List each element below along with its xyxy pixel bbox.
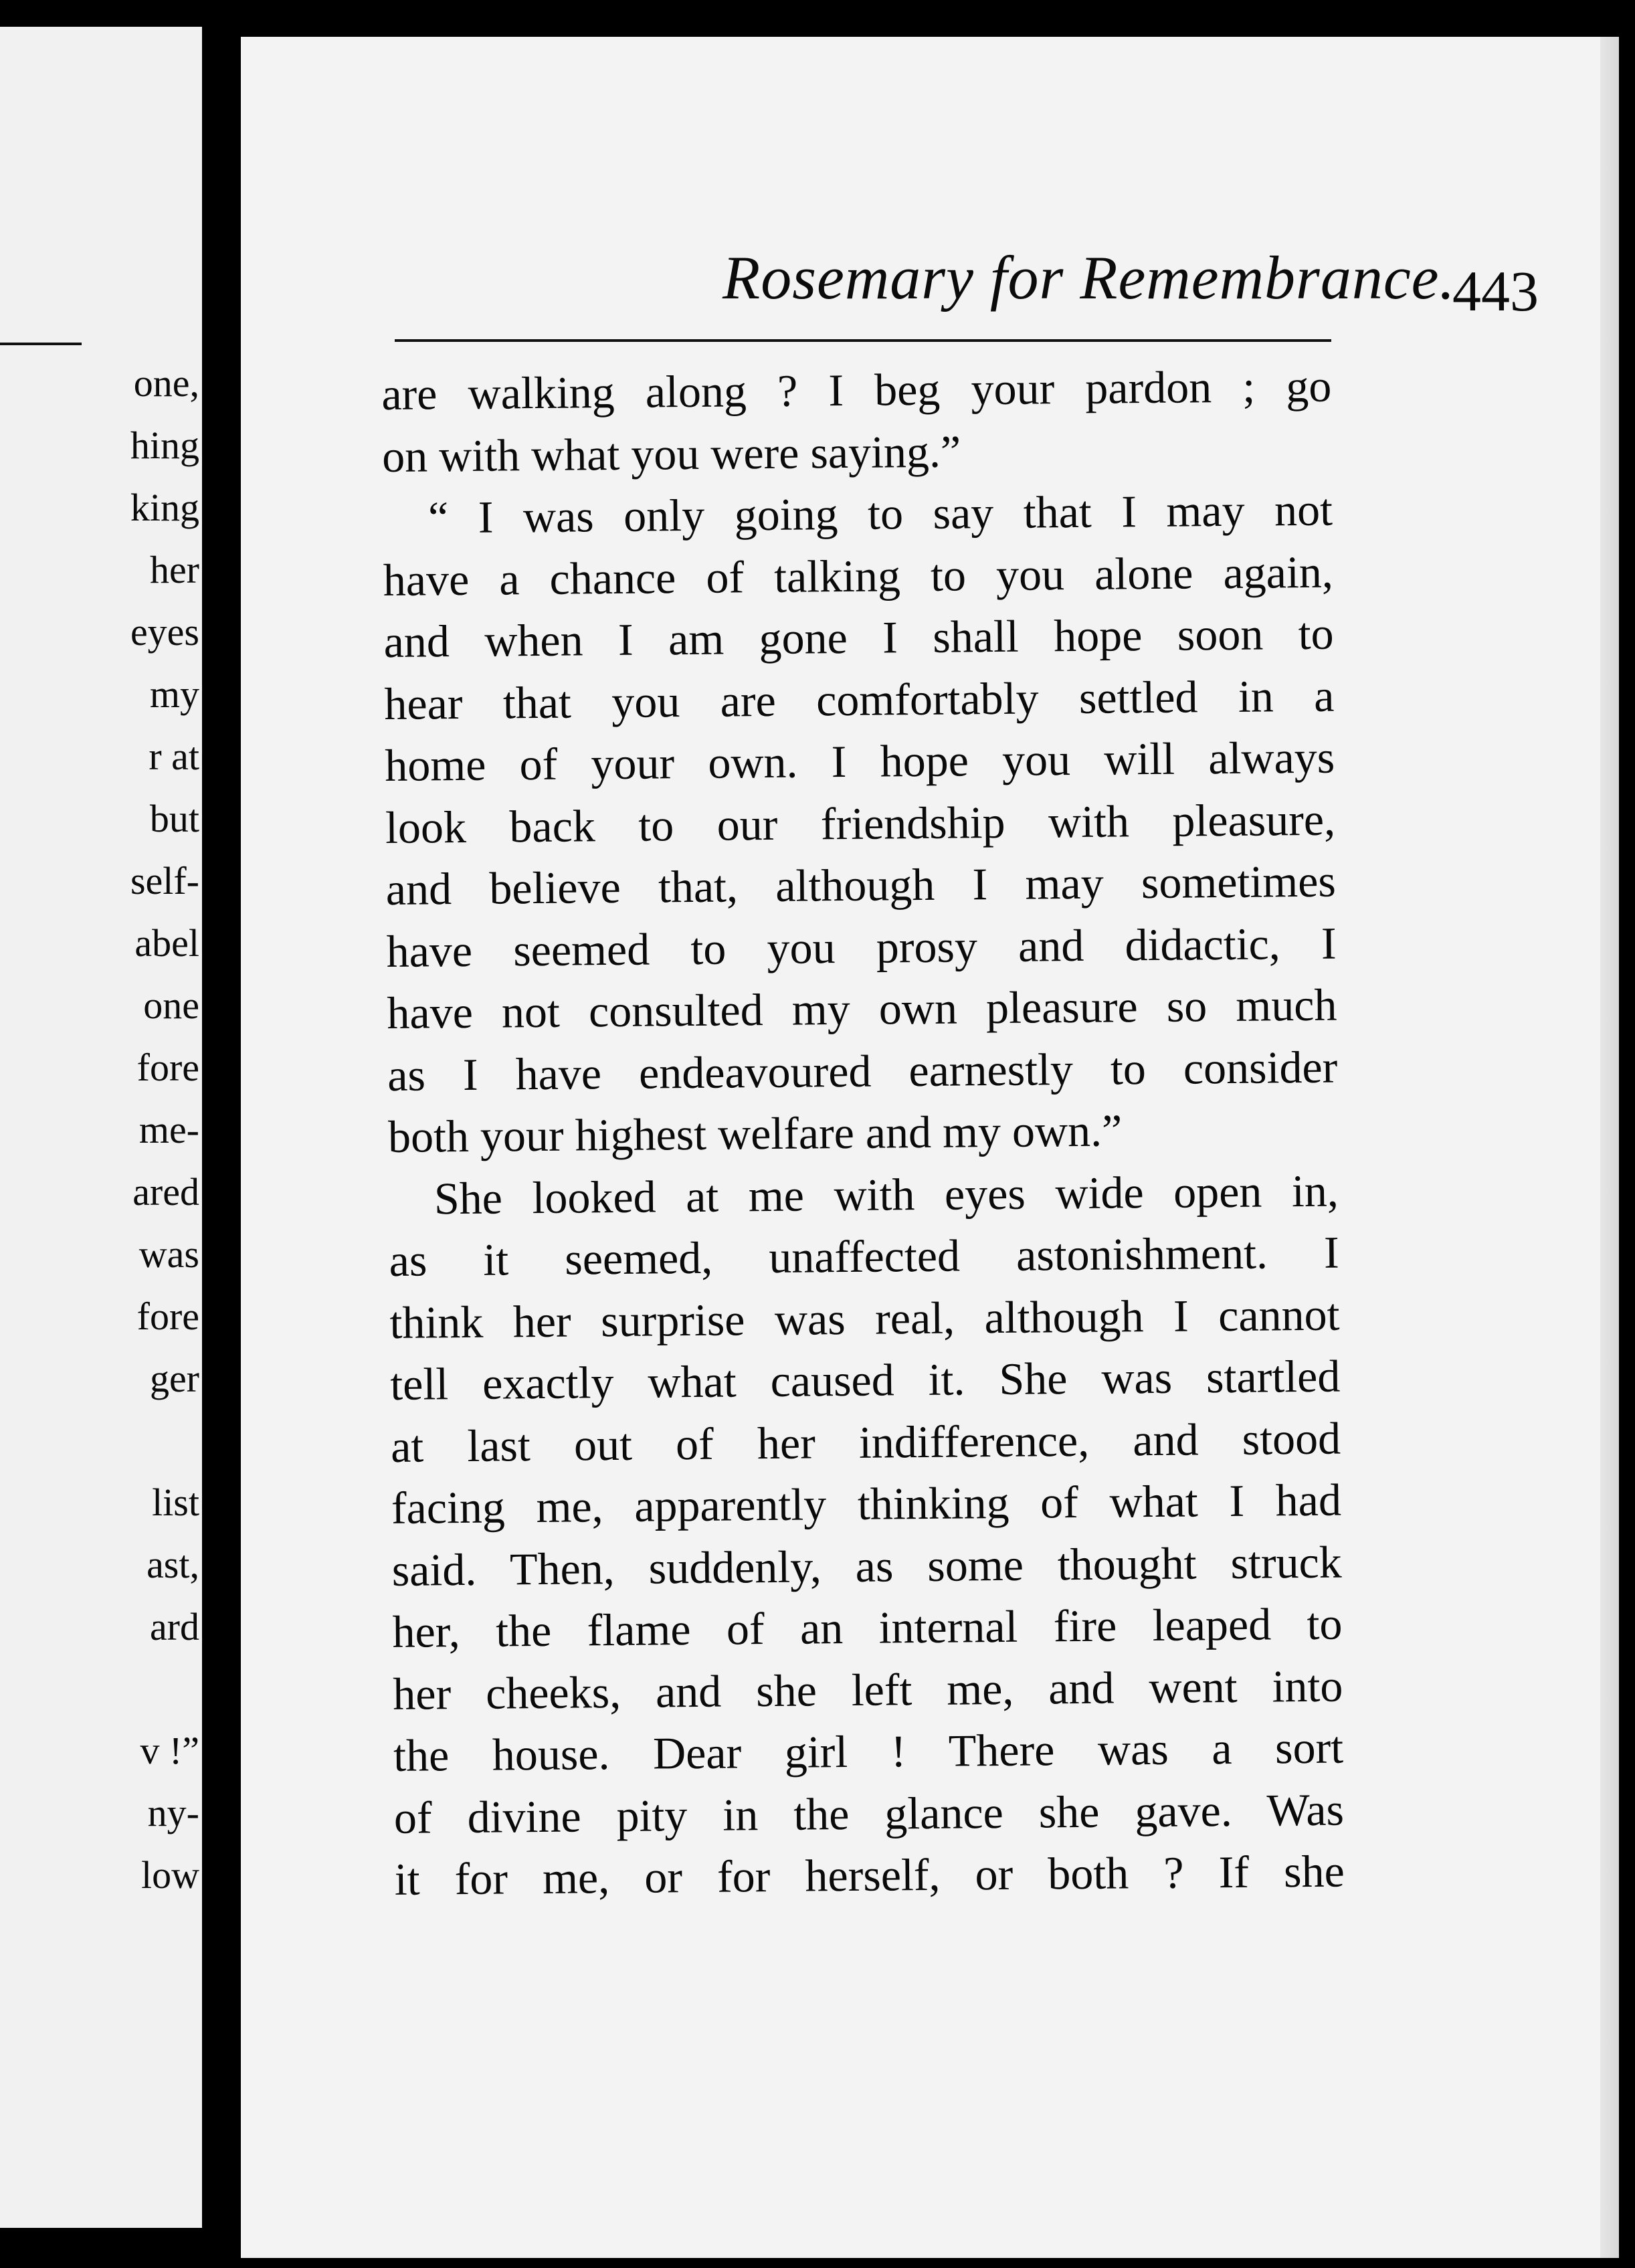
text-line: home of your own. I hope you will always — [384, 731, 1335, 791]
line-fragment: low — [141, 1853, 199, 1897]
line-fragment: was — [138, 1232, 199, 1276]
previous-page-line-endings — [108, 352, 202, 1906]
line-fragment — [108, 1658, 202, 1719]
text-line: said. Then, suddenly, as some thought struck — [391, 1536, 1343, 1596]
line-fragment: me- — [138, 1108, 199, 1151]
line-fragment: eyes — [130, 610, 199, 654]
previous-page-header-rule — [0, 343, 82, 345]
line-fragment: v !” — [140, 1729, 199, 1772]
text-line: and when I am gone I shall hope soon to — [383, 607, 1334, 667]
line-fragment: list — [152, 1481, 199, 1524]
text-line: tell exactly what caused it. She was startled — [389, 1350, 1341, 1410]
text-line: it for me, or for herself, or both ? If she — [394, 1845, 1345, 1905]
page-header — [475, 238, 1585, 331]
text-line: are walking along ? I beg your pardon ; go — [381, 360, 1332, 419]
text-line: and believe that, although I may sometimes — [385, 855, 1337, 915]
body-text — [381, 355, 1345, 1911]
text-line: have not consulted my own pleasure so much — [387, 979, 1337, 1038]
text-line: have a chance of talking to you alone again, — [383, 546, 1334, 605]
text-line: look back to our friendship with pleasure, — [385, 793, 1336, 853]
line-fragment: ger — [149, 1357, 199, 1400]
current-page — [241, 37, 1619, 2258]
header-rule — [395, 339, 1331, 342]
text-line: at last out of her indifference, and stood — [390, 1412, 1341, 1472]
page-edge-shadow — [1600, 37, 1619, 2258]
text-line: She looked at me with eyes wide open in, — [434, 1165, 1339, 1224]
text-line: of divine pity in the glance she gave. Was — [393, 1784, 1345, 1843]
text-line: her cheeks, and she left me, and went into — [393, 1660, 1343, 1719]
line-fragment: ared — [132, 1170, 199, 1214]
line-fragment: ast, — [147, 1543, 199, 1586]
line-fragment: her — [149, 548, 199, 591]
line-fragment: self- — [130, 859, 199, 903]
line-fragment: ny- — [147, 1791, 199, 1834]
running-head: Rosemary for Remembrance. — [723, 244, 1456, 312]
text-line: facing me, apparently thinking of what I had — [391, 1474, 1342, 1533]
line-fragment: but — [149, 797, 199, 840]
text-line: on with what you were saying.” — [381, 425, 961, 482]
line-fragment — [108, 1410, 202, 1471]
line-fragment: abel — [134, 921, 199, 965]
text-line: have seemed to you prosy and didactic, I — [386, 917, 1337, 977]
line-fragment: one — [143, 983, 199, 1027]
line-fragment: ard — [149, 1605, 199, 1648]
line-fragment: my — [149, 672, 199, 716]
line-fragment: hing — [130, 423, 199, 467]
text-line: both your highest welfare and my own.” — [387, 1105, 1123, 1162]
text-line: as I have endeavoured earnestly to consider — [387, 1041, 1338, 1101]
line-fragment: king — [130, 486, 199, 529]
line-fragment: fore — [136, 1295, 199, 1338]
text-line: think her surprise was real, although I cannot — [389, 1289, 1340, 1348]
line-fragment: fore — [136, 1046, 199, 1089]
text-line: the house. Dear girl ! There was a sort — [393, 1721, 1344, 1781]
text-line: her, the flame of an internal fire leaped to — [392, 1598, 1343, 1657]
text-line: “ I was only going to say that I may not — [427, 484, 1333, 543]
text-line: as it seemed, unaffected astonishment. I — [389, 1226, 1339, 1286]
text-line: hear that you are comfortably settled in a — [384, 670, 1335, 729]
page-gutter — [202, 0, 241, 2268]
line-fragment: one, — [133, 361, 199, 405]
page-number: 443 — [1452, 259, 1539, 323]
line-fragment: r at — [149, 735, 199, 778]
previous-page-fragment — [0, 27, 202, 2228]
